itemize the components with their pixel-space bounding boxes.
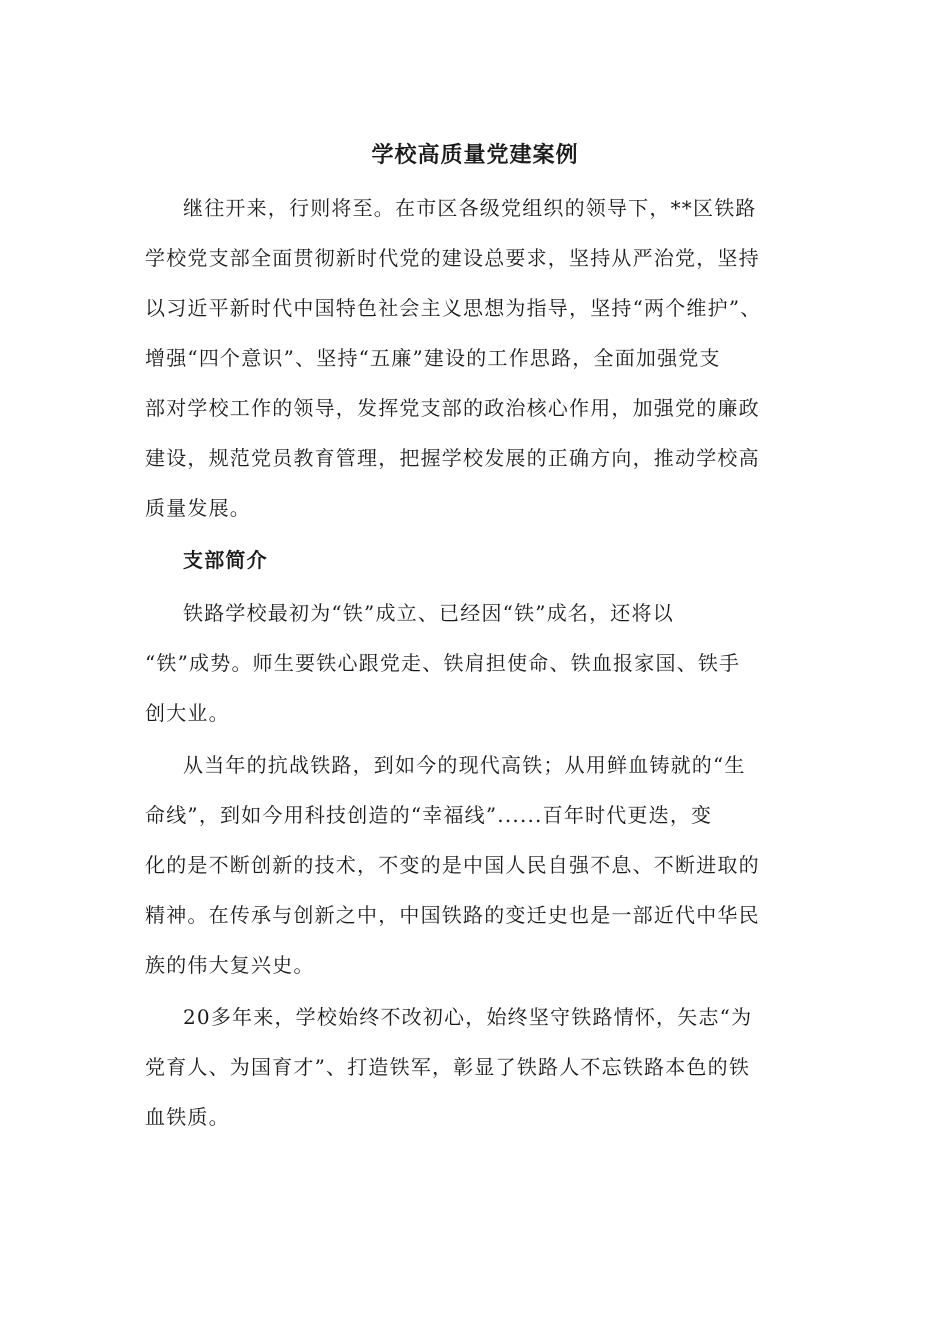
intro-line: 质量发展。 bbox=[145, 496, 251, 520]
page-title: 学校高质量党建案例 bbox=[371, 142, 579, 168]
paragraph-line: 从当年的抗战铁路，到如今的现代高铁；从用鲜血铸就的“生 bbox=[183, 753, 746, 777]
section-heading: 支部简介 bbox=[183, 548, 268, 572]
paragraph-line: 创大业。 bbox=[145, 701, 230, 725]
paragraph-line: 党育人、为国育才”、打造铁军，彰显了铁路人不忘铁路本色的铁 bbox=[145, 1055, 751, 1079]
intro-line: 建设，规范党员教育管理，把握学校发展的正确方向，推动学校高 bbox=[145, 446, 760, 470]
intro-line: 继往开来，行则将至。在市区各级党组织的领导下，**区铁路 bbox=[183, 196, 757, 220]
paragraph-line: 化的是不断创新的技术，不变的是中国人民自强不息、不断进取的 bbox=[145, 853, 760, 877]
paragraph-line: 铁路学校最初为“铁”成立、已经因“铁”成名，还将以 bbox=[183, 601, 674, 625]
paragraph-line: “铁”成势。师生要铁心跟党走、铁肩担使命、铁血报家国、铁手 bbox=[145, 651, 741, 675]
intro-line: 增强“四个意识”、坚持“五廉”建设的工作思路，全面加强党支 bbox=[145, 346, 721, 370]
paragraph-line: 精神。在传承与创新之中，中国铁路的变迁史也是一部近代中华民 bbox=[145, 903, 760, 927]
paragraph-line: 族的伟大复兴史。 bbox=[145, 953, 315, 977]
paragraph-line: 20多年来，学校始终不改初心，始终坚守铁路情怀，矢志“为 bbox=[183, 1005, 753, 1029]
intro-line: 部对学校工作的领导，发挥党支部的政治核心作用，加强党的廉政 bbox=[145, 396, 760, 420]
intro-line: 学校党支部全面贯彻新时代党的建设总要求，坚持从严治党，坚持 bbox=[145, 246, 760, 270]
paragraph-line: 命线”，到如今用科技创造的“幸福线”......百年时代更迭，变 bbox=[145, 803, 713, 827]
intro-line: 以习近平新时代中国特色社会主义思想为指导，坚持“两个维护”、 bbox=[145, 296, 762, 320]
paragraph-line: 血铁质。 bbox=[145, 1105, 230, 1129]
